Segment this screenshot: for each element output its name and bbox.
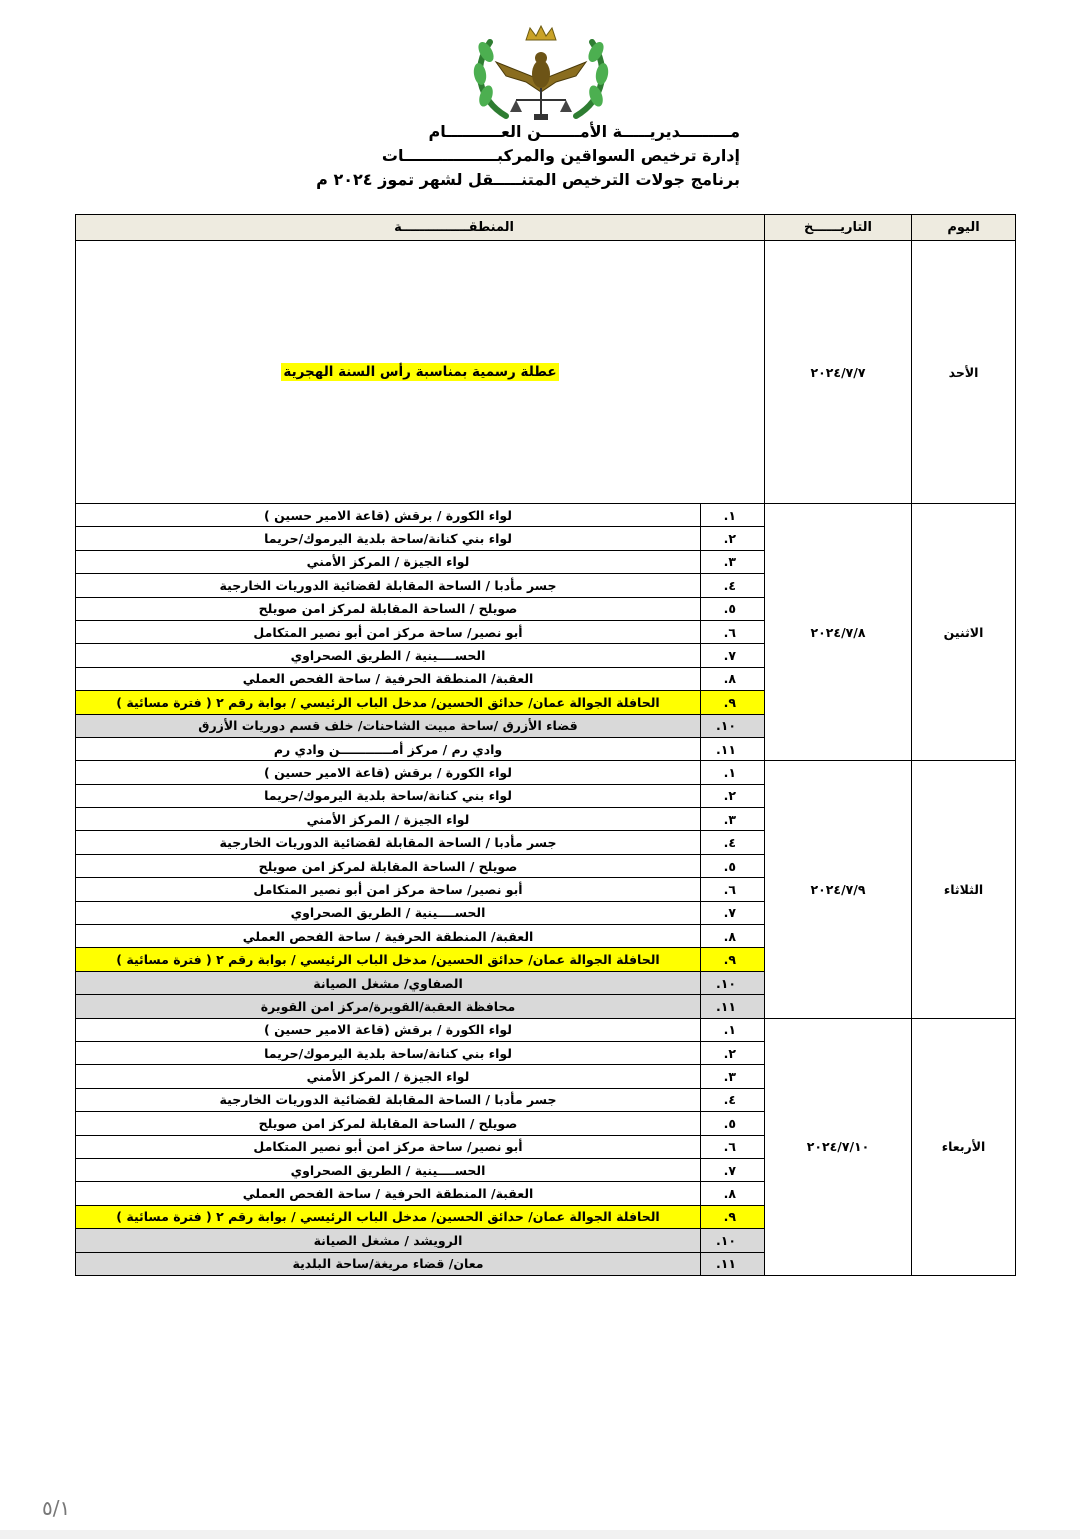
day-cell: الاثنين bbox=[912, 504, 1016, 761]
holiday-day: الأحد bbox=[912, 241, 1016, 504]
row-number: ٣. bbox=[701, 808, 765, 831]
region-cell: لواء بني كنانة/ساحة بلدية اليرموك/حريما bbox=[76, 784, 701, 807]
row-number: ٨. bbox=[701, 667, 765, 690]
holiday-date: ٢٠٢٤/٧/٧ bbox=[765, 241, 912, 504]
row-number: ٧. bbox=[701, 901, 765, 924]
row-number: ٣. bbox=[701, 1065, 765, 1088]
row-number: ٢. bbox=[701, 784, 765, 807]
region-cell: وادي رم / مركز أمــــــــــــن وادي رم bbox=[76, 737, 701, 760]
table-header-row bbox=[76, 215, 1016, 241]
row-number: ١. bbox=[701, 1018, 765, 1041]
row-number: ٥. bbox=[701, 854, 765, 877]
region-cell: صويلح / الساحة المقابلة لمركز امن صويلح bbox=[76, 597, 701, 620]
region-cell: العقبة/ المنطقة الحرفية / ساحة الفحص العملي bbox=[76, 1182, 701, 1205]
row-number: ٦. bbox=[701, 878, 765, 901]
table-row bbox=[76, 1018, 1016, 1041]
region-cell: الحافلة الجوالة عمان/ حدائق الحسين/ مدخل الباب الرئيسي / بوابة رقم ٢ ( فترة مسائية ) bbox=[76, 691, 701, 714]
region-cell: صويلح / الساحة المقابلة لمركز امن صويلح bbox=[76, 854, 701, 877]
bottom-strip bbox=[0, 1530, 1080, 1539]
row-number: ١٠. bbox=[701, 971, 765, 994]
region-cell: صويلح / الساحة المقابلة لمركز امن صويلح bbox=[76, 1112, 701, 1135]
row-number: ٤. bbox=[701, 574, 765, 597]
holiday-note-cell bbox=[76, 241, 765, 504]
region-cell: الصفاوي/ مشغل الصيانة bbox=[76, 971, 701, 994]
region-cell: لواء الجيزة / المركز الأمني bbox=[76, 1065, 701, 1088]
row-number: ٤. bbox=[701, 1088, 765, 1111]
region-cell: العقبة/ المنطقة الحرفية / ساحة الفحص العملي bbox=[76, 925, 701, 948]
holiday-row bbox=[76, 241, 1016, 504]
region-cell: لواء الجيزة / المركز الأمني bbox=[76, 808, 701, 831]
region-cell: محافظة العقبة/القويرة/مركز امن القويرة bbox=[76, 995, 701, 1018]
region-cell: الحســــينية / الطريق الصحراوي bbox=[76, 1158, 701, 1181]
region-cell: لواء الكورة / برقش (قاعة الامير حسين ) bbox=[76, 1018, 701, 1041]
region-cell: أبو نصير/ ساحة مركز امن أبو نصير المتكامل bbox=[76, 1135, 701, 1158]
region-cell: جسر مأدبا / الساحة المقابلة لقضائية الدوريات الخارجية bbox=[76, 574, 701, 597]
region-cell: الحســــينية / الطريق الصحراوي bbox=[76, 901, 701, 924]
date-cell: ٢٠٢٤/٧/٩ bbox=[765, 761, 912, 1018]
day-cell: الأربعاء bbox=[912, 1018, 1016, 1275]
row-number: ٣. bbox=[701, 550, 765, 573]
region-cell: الرويشد / مشغل الصيانة bbox=[76, 1229, 701, 1252]
region-cell: قضاء الأزرق /ساحة مبيت الشاحنات/ خلف قسم دوريات الأزرق bbox=[76, 714, 701, 737]
region-cell: جسر مأدبا / الساحة المقابلة لقضائية الدوريات الخارجية bbox=[76, 831, 701, 854]
region-cell: لواء الكورة / برقش (قاعة الامير حسين ) bbox=[76, 761, 701, 784]
row-number: ١١. bbox=[701, 1252, 765, 1275]
row-number: ١١. bbox=[701, 995, 765, 1018]
row-number: ٢. bbox=[701, 1041, 765, 1064]
row-number: ١٠. bbox=[701, 714, 765, 737]
row-number: ١١. bbox=[701, 737, 765, 760]
department-title: إدارة ترخيص السواقين والمركبـــــــــــــــــات bbox=[381, 146, 740, 165]
row-number: ١٠. bbox=[701, 1229, 765, 1252]
row-number: ٧. bbox=[701, 1158, 765, 1181]
schedule-body bbox=[76, 241, 1016, 1276]
region-cell: لواء الجيزة / المركز الأمني bbox=[76, 550, 701, 573]
row-number: ٤. bbox=[701, 831, 765, 854]
row-number: ٧. bbox=[701, 644, 765, 667]
row-number: ١. bbox=[701, 504, 765, 527]
schedule-table bbox=[75, 214, 1016, 1276]
program-title: برنامج جولات الترخيص المتنـــــقل لشهر تموز ٢٠٢٤ م bbox=[316, 170, 740, 189]
region-cell: العقبة/ المنطقة الحرفية / ساحة الفحص العملي bbox=[76, 667, 701, 690]
row-number: ١. bbox=[701, 761, 765, 784]
table-row bbox=[76, 761, 1016, 784]
date-cell: ٢٠٢٤/٧/٨ bbox=[765, 504, 912, 761]
header-day: اليوم bbox=[912, 215, 1016, 241]
holiday-note: عطلة رسمية بمناسبة رأس السنة الهجرية bbox=[283, 364, 557, 380]
region-cell: الحســــينية / الطريق الصحراوي bbox=[76, 644, 701, 667]
region-cell: لواء الكورة / برقش (قاعة الامير حسين ) bbox=[76, 504, 701, 527]
page-number: ٥/١ bbox=[42, 1496, 71, 1520]
region-cell: معان/ قضاء مريغة/ساحة البلدية bbox=[76, 1252, 701, 1275]
region-cell: جسر مأدبا / الساحة المقابلة لقضائية الدوريات الخارجية bbox=[76, 1088, 701, 1111]
day-cell: الثلاثاء bbox=[912, 761, 1016, 1018]
row-number: ٩. bbox=[701, 691, 765, 714]
row-number: ٩. bbox=[701, 948, 765, 971]
row-number: ٦. bbox=[701, 1135, 765, 1158]
date-cell: ٢٠٢٤/٧/١٠ bbox=[765, 1018, 912, 1275]
header-region: المنطقـــــــــــــــة bbox=[76, 215, 765, 241]
row-number: ٢. bbox=[701, 527, 765, 550]
row-number: ٥. bbox=[701, 597, 765, 620]
row-number: ٩. bbox=[701, 1205, 765, 1228]
row-number: ٦. bbox=[701, 620, 765, 643]
row-number: ٥. bbox=[701, 1112, 765, 1135]
region-cell: لواء بني كنانة/ساحة بلدية اليرموك/حريما bbox=[76, 527, 701, 550]
document-header bbox=[300, 120, 740, 192]
row-number: ٨. bbox=[701, 1182, 765, 1205]
table-row bbox=[76, 504, 1016, 527]
region-cell: الحافلة الجوالة عمان/ حدائق الحسين/ مدخل الباب الرئيسي / بوابة رقم ٢ ( فترة مسائية ) bbox=[76, 948, 701, 971]
region-cell: أبو نصير/ ساحة مركز امن أبو نصير المتكامل bbox=[76, 878, 701, 901]
row-number: ٨. bbox=[701, 925, 765, 948]
header-date: التاريــــــخ bbox=[765, 215, 912, 241]
region-cell: الحافلة الجوالة عمان/ حدائق الحسين/ مدخل الباب الرئيسي / بوابة رقم ٢ ( فترة مسائية ) bbox=[76, 1205, 701, 1228]
region-cell: لواء بني كنانة/ساحة بلدية اليرموك/حريما bbox=[76, 1041, 701, 1064]
public-security-emblem bbox=[466, 22, 616, 130]
directorate-title: مـــــــــديريـــــة الأمـــــــن العــــــــــام bbox=[428, 122, 740, 141]
region-cell: أبو نصير/ ساحة مركز امن أبو نصير المتكامل bbox=[76, 620, 701, 643]
